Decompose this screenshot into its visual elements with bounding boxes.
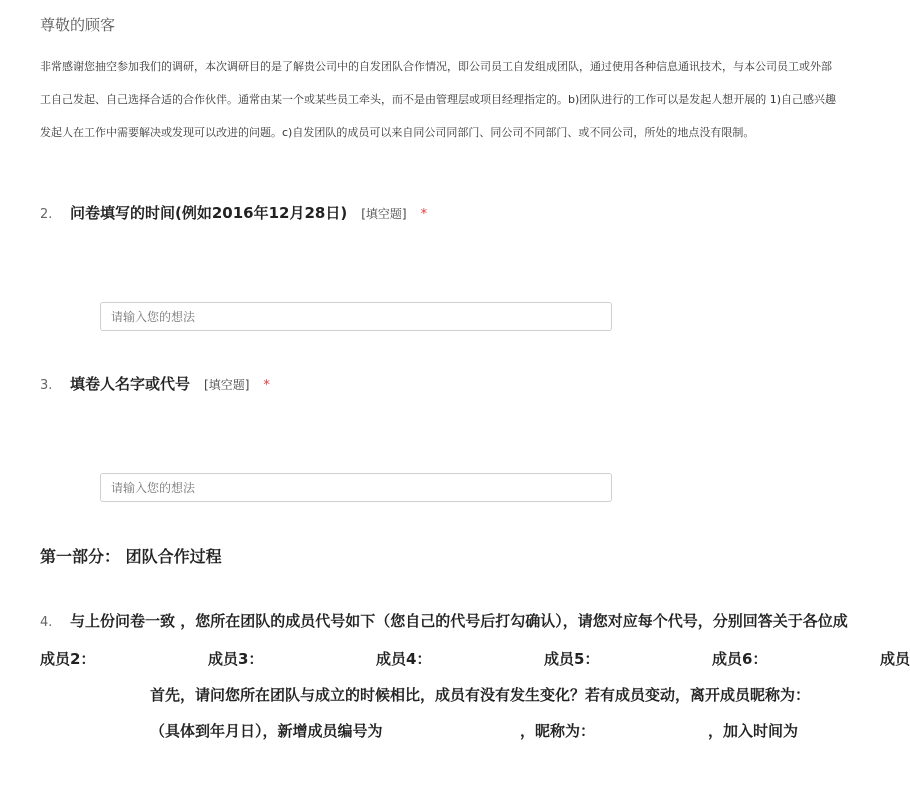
member-label-5: 成员5： <box>544 650 600 668</box>
answer-input-q3[interactable] <box>100 473 612 502</box>
question-title: 问卷填写的时间(例如2016年12月28日) <box>70 204 348 222</box>
question-4-header <box>40 610 848 631</box>
question-2-header <box>40 202 427 223</box>
join-time-label: ，加入时间为 <box>708 722 799 740</box>
question-number: 2. <box>40 207 53 222</box>
answer-input-q2[interactable] <box>100 302 612 331</box>
required-marker: * <box>420 207 428 222</box>
member-change-question: 首先，请问您所在团队与成立的时候相比，成员有没有发生变化？若有成员变动，离开成员昵称为： <box>150 686 811 704</box>
member-label-3: 成员3： <box>208 650 264 668</box>
member-label-7: 成员 <box>880 650 910 668</box>
intro-line-1: 非常感谢您抽空参加我们的调研，本次调研目的是了解贵公司中的自发团队合作情况，即公司员工自发组成团队，通过使用各种信息通讯技术，与本公司员工或外部 <box>40 60 832 73</box>
question-number: 3. <box>40 378 53 393</box>
section-title: 第一部分： 团队合作过程 <box>40 547 222 566</box>
question-title: 填卷人名字或代号 <box>70 375 191 393</box>
required-marker: * <box>263 378 270 393</box>
intro-line-2: 工自己发起、自己选择合适的合作伙伴。通常由某一个或某些员工牵头，而不是由管理层或项目经理指定的。b)团队进行的工作可以是发起人想开展的 1)自己感兴趣 <box>40 93 837 106</box>
question-3-header <box>40 373 270 394</box>
member-label-6: 成员6： <box>712 650 768 668</box>
question-number: 4. <box>40 615 53 630</box>
member-label-4: 成员4： <box>376 650 432 668</box>
question-type: [填空题] <box>204 378 250 392</box>
date-detail-text: （具体到年月日），新增成员编号为 <box>150 722 383 740</box>
question-type: [填空题] <box>361 207 407 221</box>
intro-line-3: 发起人在工作中需要解决或发现可以改进的问题。c)自发团队的成员可以来自同公司同部门、同公司不同部门、或不同公司，所处的地点没有限制。 <box>40 126 755 139</box>
greeting: 尊敬的顾客 <box>40 16 116 34</box>
member-label-2: 成员2： <box>40 650 96 668</box>
question-title: 与上份问卷一致 ，您所在团队的成员代号如下（您自己的代号后打勾确认），请您对应每个代号，分别回答关于各位成 <box>70 612 848 630</box>
nickname-label: ，昵称为： <box>520 722 596 740</box>
